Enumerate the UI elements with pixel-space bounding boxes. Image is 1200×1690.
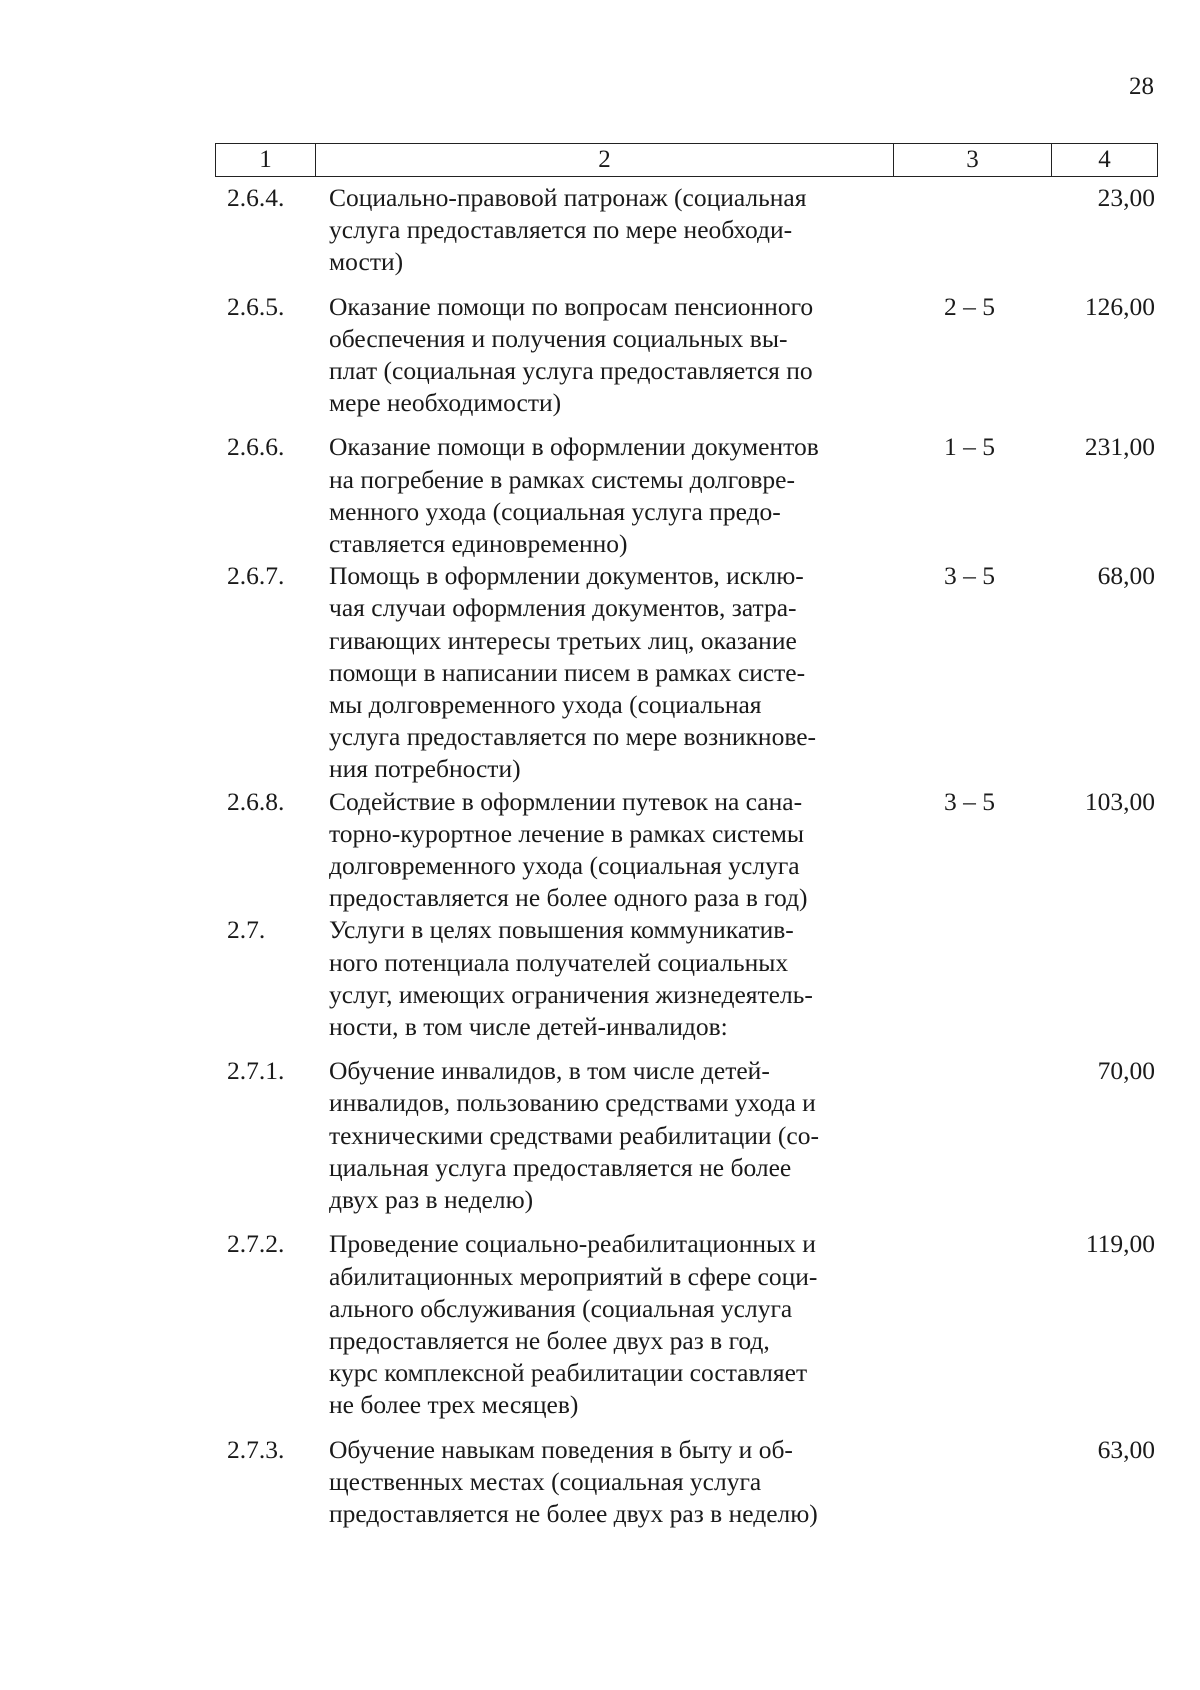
table-row (225, 914, 1155, 1043)
row-description (327, 1434, 885, 1531)
text-line: обеспечения и получения социальных вы- (329, 323, 788, 353)
text-line: чая случаи оформления документов, затра- (329, 593, 797, 623)
text-line: услуга предоставляется по мере необходи- (329, 215, 793, 245)
text-line: гивающих интересы третьих лиц, оказание (329, 625, 797, 655)
text-line: предоставляется не более одного раза в год) (329, 883, 808, 913)
row-price: 231,00 (1084, 432, 1155, 462)
row-range: 2 – 5 (944, 291, 995, 321)
row-number: 2.6.4. (227, 183, 285, 212)
row-price: 68,00 (1097, 561, 1155, 591)
text-line: на погребение в рамках системы долговре- (329, 464, 795, 494)
text-line: менного ухода (социальная услуга предо- (329, 496, 781, 526)
row-description (327, 291, 885, 420)
header-col-4: 4 (1051, 144, 1157, 176)
table-row (225, 431, 1155, 560)
text-line: ного потенциала получателей социальных (329, 947, 789, 977)
row-price: 63,00 (1097, 1434, 1155, 1464)
row-description (327, 560, 885, 785)
table-row (225, 291, 1155, 420)
text-line: Услуги в целях повышения коммуникатив- (329, 915, 794, 945)
row-range: 1 – 5 (944, 432, 995, 462)
text-line: мере необходимости) (329, 388, 562, 418)
row-number: 2.7.3. (227, 1434, 285, 1464)
row-description (327, 1055, 885, 1216)
page-number: 28 (1129, 73, 1154, 100)
header-col-1: 1 (259, 146, 272, 173)
text-line: ности, в том числе детей-инвалидов: (329, 1012, 728, 1042)
text-line: мы долговременного ухода (социальная (329, 690, 762, 720)
row-range (885, 1434, 1035, 1531)
row-price: 70,00 (1097, 1056, 1155, 1086)
row-number: 2.7. (227, 915, 266, 945)
table-row (225, 1434, 1155, 1531)
row-price: 23,00 (1097, 183, 1155, 212)
table-row (225, 560, 1155, 785)
text-line: Социально-правовой патронаж (социальная (329, 183, 807, 212)
text-line: техническими средствами реабилитации (со- (329, 1120, 819, 1150)
text-line: услуга предоставляется по мере возникнове- (329, 722, 817, 752)
text-line: Оказание помощи по вопросам пенсионного (329, 291, 814, 321)
text-line: инвалидов, пользованию средствами ухода и (329, 1088, 816, 1118)
text-line: мости) (329, 247, 404, 277)
text-line: ния потребности) (329, 754, 521, 784)
row-description (327, 431, 885, 560)
text-line: долговременного ухода (социальная услуга (329, 851, 800, 881)
table-row (225, 786, 1155, 915)
table-row (225, 182, 1155, 279)
header-col-3: 3 (893, 144, 1051, 176)
text-line: предоставляется не более двух раз в год, (329, 1325, 770, 1355)
row-description (327, 1228, 885, 1421)
text-line: абилитационных мероприятий в сфере соци- (329, 1261, 818, 1291)
text-line: услуг, имеющих ограничения жизнедеятель- (329, 979, 813, 1009)
row-number: 2.7.2. (227, 1229, 285, 1259)
table-row (225, 1228, 1155, 1421)
row-range (885, 1228, 1035, 1421)
row-description (327, 914, 885, 1043)
row-price: 126,00 (1084, 291, 1155, 321)
row-number: 2.6.5. (227, 291, 285, 321)
header-col-2: 2 (315, 144, 893, 176)
text-line: предоставляется не более двух раз в неделю) (329, 1498, 818, 1528)
text-line: двух раз в неделю) (329, 1185, 534, 1215)
row-range (885, 1055, 1035, 1216)
row-price: 103,00 (1084, 786, 1155, 816)
row-price: 119,00 (1085, 1229, 1155, 1259)
text-line: Проведение социально-реабилитационных и (329, 1229, 816, 1259)
row-range: 3 – 5 (944, 561, 995, 591)
row-number: 2.6.6. (227, 432, 285, 462)
row-range (885, 914, 1035, 1043)
table-header (215, 143, 1158, 177)
row-range (885, 182, 1035, 279)
table-body (225, 182, 1155, 1530)
text-line: циальная услуга предоставляется не более (329, 1152, 792, 1182)
text-line: Обучение инвалидов, в том числе детей- (329, 1056, 770, 1086)
text-line: ального обслуживания (социальная услуга (329, 1293, 793, 1323)
text-line: Оказание помощи в оформлении документов (329, 432, 819, 462)
row-price (1035, 914, 1155, 1043)
text-line: торно-курортное лечение в рамках системы (329, 818, 805, 848)
text-line: не более трех месяцев) (329, 1390, 579, 1420)
row-number: 2.6.8. (227, 786, 285, 816)
text-line: помощи в написании писем в рамках систе- (329, 657, 806, 687)
table-row (225, 1055, 1155, 1216)
text-line: Помощь в оформлении документов, исклю- (329, 561, 804, 591)
row-description (327, 182, 885, 279)
row-number: 2.6.7. (227, 561, 285, 591)
text-line: Содействие в оформлении путевок на сана- (329, 786, 803, 816)
row-number: 2.7.1. (227, 1056, 285, 1086)
text-line: Обучение навыкам поведения в быту и об- (329, 1434, 793, 1464)
row-description (327, 786, 885, 915)
text-line: плат (социальная услуга предоставляется по (329, 356, 813, 386)
text-line: щественных местах (социальная услуга (329, 1466, 762, 1496)
row-range: 3 – 5 (944, 786, 995, 816)
text-line: ставляется единовременно) (329, 529, 628, 559)
text-line: курс комплексной реабилитации составляет (329, 1358, 808, 1388)
